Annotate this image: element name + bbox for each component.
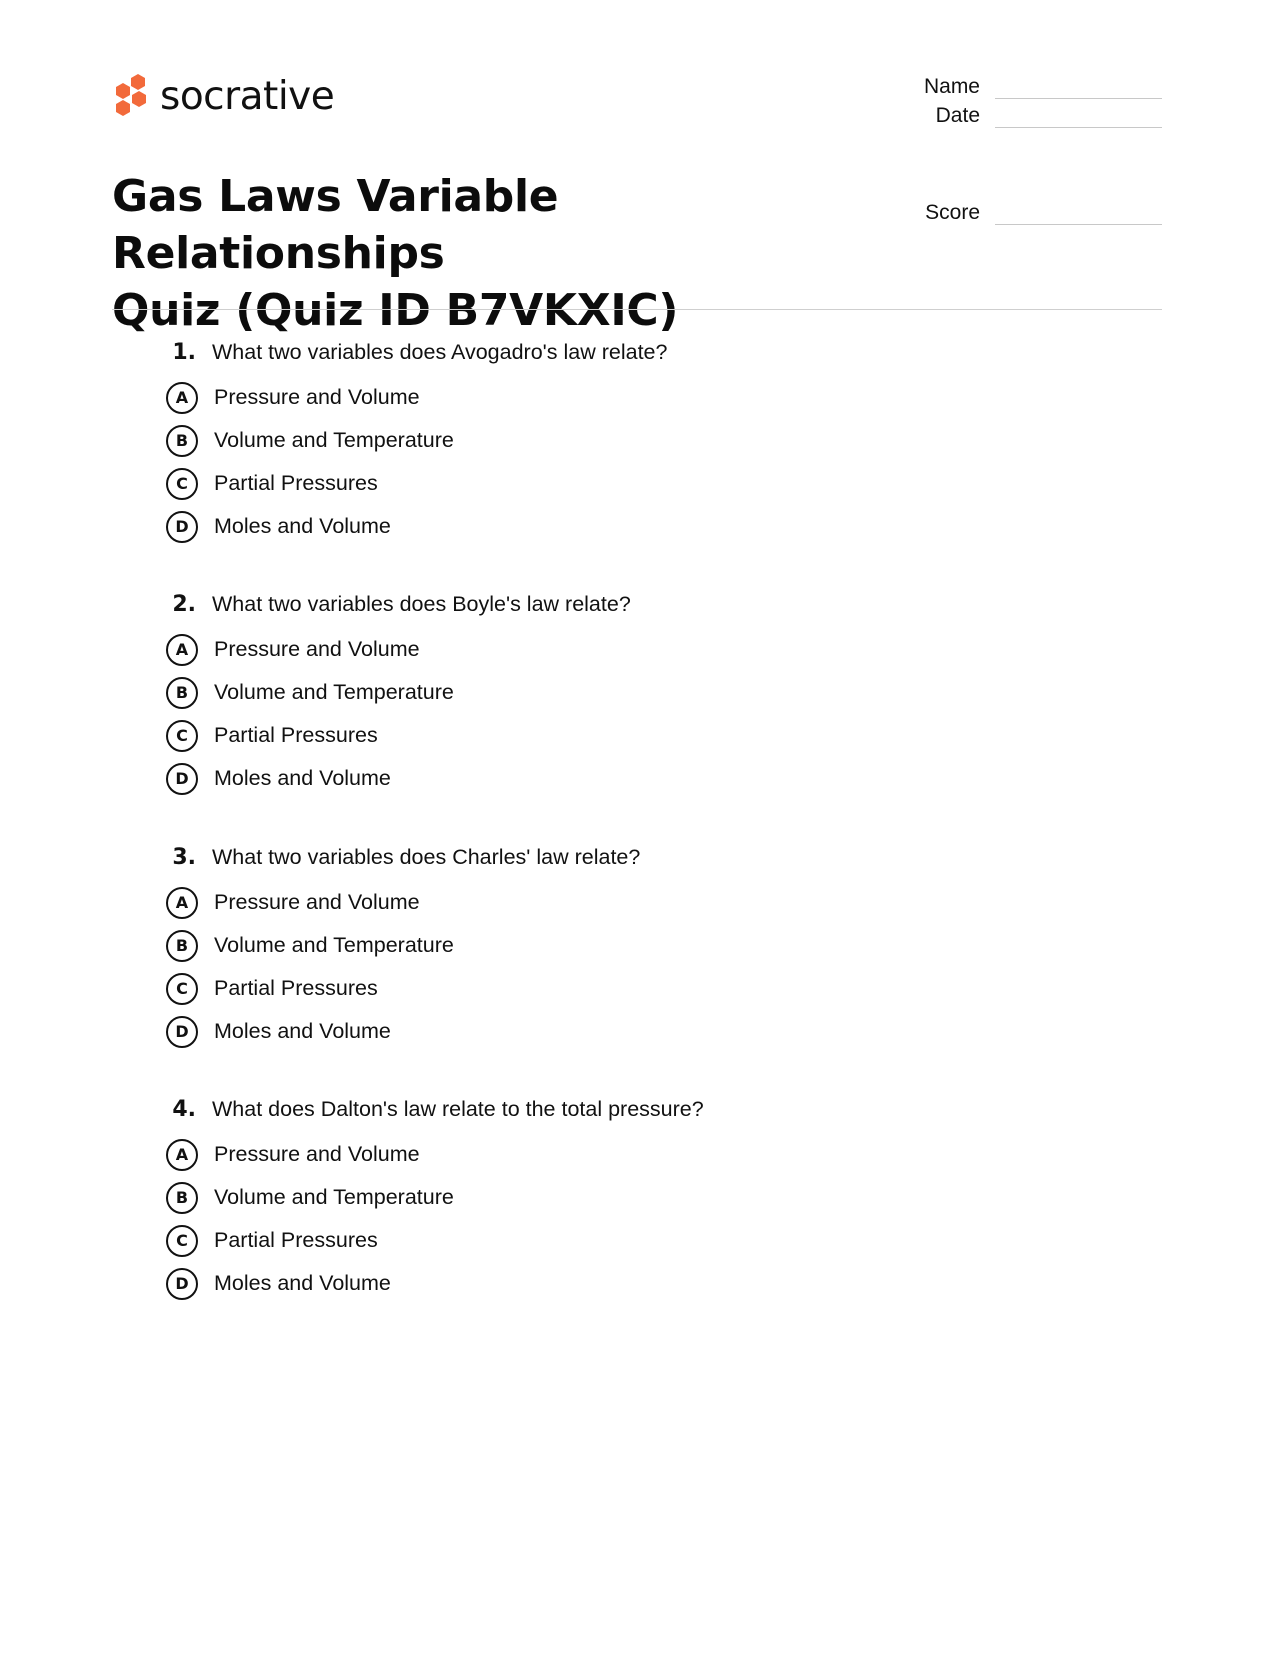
- quiz-title-line2: Quiz (Quiz ID B7VKXIC): [112, 285, 679, 336]
- question-text: What does Dalton's law relate to the total pressure?: [212, 1097, 704, 1121]
- option-text: Partial Pressures: [214, 723, 378, 747]
- option-text: Volume and Temperature: [214, 680, 454, 704]
- answer-bubble-icon[interactable]: C: [166, 468, 198, 500]
- option-d[interactable]: [162, 757, 631, 800]
- question-2: [162, 592, 631, 800]
- option-text: Pressure and Volume: [214, 1142, 420, 1166]
- answer-bubble-icon[interactable]: B: [166, 677, 198, 709]
- option-text: Partial Pressures: [214, 976, 378, 1000]
- answer-bubble-icon[interactable]: D: [166, 1268, 198, 1300]
- option-text: Partial Pressures: [214, 1228, 378, 1252]
- option-c[interactable]: [162, 714, 631, 757]
- option-a[interactable]: [162, 1133, 704, 1176]
- option-text: Volume and Temperature: [214, 1185, 454, 1209]
- answer-bubble-icon[interactable]: B: [166, 1182, 198, 1214]
- option-text: Pressure and Volume: [214, 890, 420, 914]
- option-text: Volume and Temperature: [214, 933, 454, 957]
- answer-bubble-icon[interactable]: B: [166, 425, 198, 457]
- option-b[interactable]: [162, 924, 640, 967]
- option-b[interactable]: [162, 671, 631, 714]
- score-label: Score: [925, 201, 980, 224]
- answer-bubble-icon[interactable]: B: [166, 930, 198, 962]
- option-b[interactable]: [162, 419, 667, 462]
- option-text: Moles and Volume: [214, 1019, 391, 1043]
- option-c[interactable]: [162, 967, 640, 1010]
- option-c[interactable]: [162, 1219, 704, 1262]
- option-b[interactable]: [162, 1176, 704, 1219]
- question-4: [162, 1097, 704, 1305]
- name-input-line[interactable]: [995, 97, 1162, 99]
- option-text: Moles and Volume: [214, 1271, 391, 1295]
- brand-name: socrative: [160, 73, 335, 119]
- option-d[interactable]: [162, 1010, 640, 1053]
- name-label: Name: [923, 75, 980, 98]
- hexagon-cluster-icon: [112, 72, 150, 120]
- option-c[interactable]: [162, 462, 667, 505]
- option-text: Partial Pressures: [214, 471, 378, 495]
- answer-bubble-icon[interactable]: C: [166, 720, 198, 752]
- option-text: Pressure and Volume: [214, 385, 420, 409]
- answer-bubble-icon[interactable]: C: [166, 1225, 198, 1257]
- option-a[interactable]: [162, 881, 640, 924]
- answer-bubble-icon[interactable]: A: [166, 1139, 198, 1171]
- question-number: 3.: [172, 845, 196, 870]
- score-field[interactable]: [900, 202, 1162, 223]
- question-number: 2.: [172, 592, 196, 617]
- question-number: 4.: [172, 1097, 196, 1122]
- header-divider: [112, 309, 1162, 310]
- answer-bubble-icon[interactable]: D: [166, 1016, 198, 1048]
- option-text: Moles and Volume: [214, 514, 391, 538]
- option-text: Pressure and Volume: [214, 637, 420, 661]
- date-field[interactable]: [900, 105, 1162, 126]
- option-text: Volume and Temperature: [214, 428, 454, 452]
- answer-bubble-icon[interactable]: A: [166, 634, 198, 666]
- question-text: What two variables does Boyle's law relate?: [212, 592, 631, 616]
- question-3: [162, 845, 640, 1053]
- socrative-logo: [112, 72, 334, 120]
- question-number: 1.: [172, 340, 196, 365]
- quiz-title-line1: Gas Laws Variable Relationships: [112, 171, 559, 279]
- quiz-title: [112, 168, 892, 339]
- option-d[interactable]: [162, 505, 667, 548]
- name-field[interactable]: [900, 76, 1162, 97]
- option-a[interactable]: [162, 376, 667, 419]
- answer-bubble-icon[interactable]: A: [166, 887, 198, 919]
- option-text: Moles and Volume: [214, 766, 391, 790]
- answer-bubble-icon[interactable]: C: [166, 973, 198, 1005]
- question-1: [162, 340, 667, 548]
- option-d[interactable]: [162, 1262, 704, 1305]
- question-text: What two variables does Charles' law relate?: [212, 845, 641, 869]
- score-input-line[interactable]: [995, 223, 1162, 225]
- answer-bubble-icon[interactable]: D: [166, 763, 198, 795]
- question-text: What two variables does Avogadro's law relate?: [212, 340, 668, 364]
- date-label: Date: [935, 104, 980, 127]
- answer-bubble-icon[interactable]: A: [166, 382, 198, 414]
- answer-bubble-icon[interactable]: D: [166, 511, 198, 543]
- date-input-line[interactable]: [995, 126, 1162, 128]
- option-a[interactable]: [162, 628, 631, 671]
